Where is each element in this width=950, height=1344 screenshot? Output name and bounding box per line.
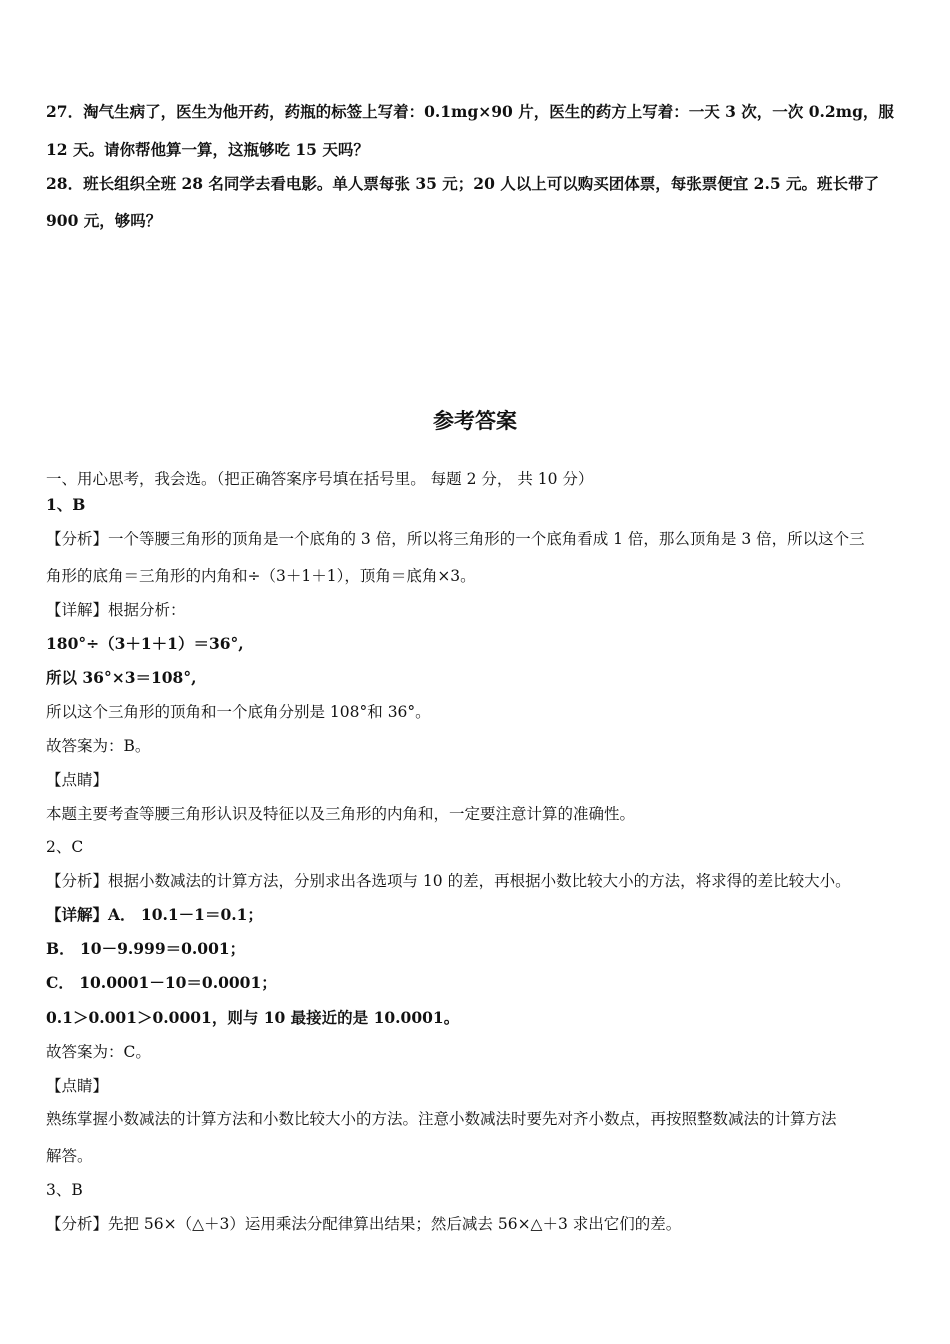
answer-3-label: 3、B (46, 1181, 83, 1199)
answer-1-comment: 本题主要考查等腰三角形认识及特征以及三角形的内角和，一定要注意计算的准确性。 (46, 805, 636, 823)
answer-1-final: 故答案为：B。 (46, 737, 151, 755)
answer-1-label: 1、B (46, 495, 86, 514)
answer-2-detail-c: C． 10.0001－10＝0.0001； (46, 973, 277, 992)
question-28-line-2: 900 元，够吗？ (46, 211, 162, 230)
question-27-line-1: 27．淘气生病了，医生为他开药，药瓶的标签上写着：0.1mg×90 片，医生的药方上写着：一天 3 次，一次 0.2mg，服 (46, 102, 894, 121)
answers-title: 参考答案 (433, 408, 517, 433)
answer-1-calc-2: 所以 36°×3＝108°, (46, 668, 197, 687)
answer-3-analysis: 【分析】先把 56×（△＋3）运用乘法分配律算出结果；然后减去 56×△＋3 求出它们的差。 (46, 1215, 682, 1233)
answer-1-analysis-line-2: 角形的底角＝三角形的内角和÷（3＋1＋1），顶角＝底角×3。 (46, 567, 476, 585)
answer-2-comment-line-1: 熟练掌握小数减法的计算方法和小数比较大小的方法。注意小数减法时要先对齐小数点，再按照整数减法的计算方法 (46, 1110, 837, 1128)
answer-1-comment-label: 【点睛】 (46, 771, 109, 789)
answer-2-detail-a: 【详解】A． 10.1－1＝0.1； (46, 905, 263, 924)
answer-1-analysis-line-1: 【分析】一个等腰三角形的顶角是一个底角的 3 倍，所以将三角形的一个底角看成 1 倍，那么顶角是 3 倍，所以这个三 (46, 530, 865, 548)
section-heading: 一、用心思考，我会选。（把正确答案序号填在括号里。 每题 2 分， 共 10 分） (46, 470, 594, 488)
answer-2-compare: 0.1＞0.001＞0.0001，则与 10 最接近的是 10.0001。 (46, 1008, 460, 1027)
answer-1-calc-3: 所以这个三角形的顶角和一个底角分别是 108°和 36°。 (46, 703, 431, 721)
question-28-line-1: 28．班长组织全班 28 名同学去看电影。单人票每张 35 元；20 人以上可以购买团体票，每张票便宜 2.5 元。班长带了 (46, 174, 880, 193)
answer-1-calc-1: 180°÷（3＋1＋1）＝36°, (46, 634, 244, 653)
answer-2-label: 2、C (46, 838, 84, 856)
answer-2-analysis: 【分析】根据小数减法的计算方法，分别求出各选项与 10 的差，再根据小数比较大小的方法，将求得的差比较大小。 (46, 872, 851, 890)
question-27-line-2: 12 天。请你帮他算一算，这瓶够吃 15 天吗？ (46, 140, 369, 159)
answer-1-detail-label: 【详解】根据分析： (46, 601, 186, 619)
answer-2-comment-line-2: 解答。 (46, 1147, 93, 1165)
answer-2-detail-b: B． 10－9.999＝0.001； (46, 939, 246, 958)
answer-2-comment-label: 【点睛】 (46, 1077, 109, 1095)
answer-2-final: 故答案为：C。 (46, 1043, 151, 1061)
